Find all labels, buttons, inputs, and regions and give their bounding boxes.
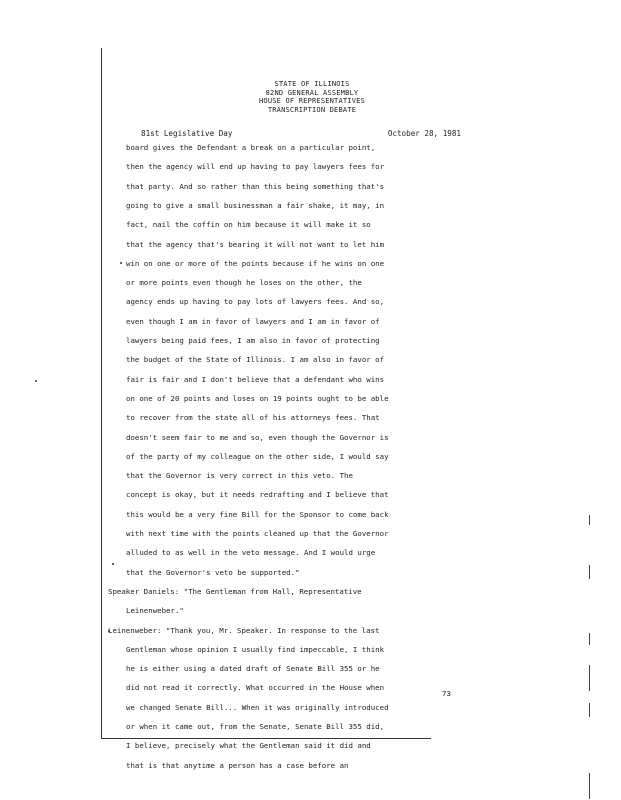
transcript-line: the budget of the State of Illinois. I am also in favor of	[126, 355, 385, 365]
legislative-day: 81st Legislative Day	[141, 129, 233, 138]
header-line: STATE OF ILLINOIS	[274, 80, 350, 88]
transcript-line: that the Governor's veto be supported."	[126, 567, 300, 577]
session-date: October 28, 1981	[387, 129, 461, 138]
transcript-line: Speaker Daniels: "The Gentleman from Hall, Representative	[108, 586, 362, 596]
header-line: 82ND GENERAL ASSEMBLY	[265, 88, 359, 97]
transcript-line: Leinenweber: "Thank you, Mr. Speaker. In response to the last	[108, 625, 380, 635]
transcript-line: he is either using a dated draft of Senate Bill 355 or he	[126, 664, 380, 674]
transcript-line: lawyers being paid fees, I am also in favor of protecting	[126, 336, 380, 345]
transcript-line: or when it came out, from the Senate, Senate Bill 355 did,	[126, 722, 385, 731]
transcript-line: that the agency that's bearing it will not want to let him	[126, 239, 385, 249]
transcript-line: with next time with the points cleaned up that the Governor	[126, 529, 389, 538]
bottom-rule	[101, 738, 431, 739]
transcript-line: fact, nail the coffin on him because it will make it so	[126, 220, 371, 230]
transcript-line: agency ends up having to pay lots of lawyers fees. And so,	[126, 297, 385, 307]
transcript-line: on one of 20 points and loses on 19 points ought to be able	[126, 393, 389, 403]
transcript-line: that is that anytime a person has a case before an	[126, 760, 349, 770]
transcript-line: I believe, precisely what the Gentleman said it did and	[126, 741, 371, 751]
header-line: HOUSE OF REPRESENTATIVES	[259, 97, 365, 106]
left-margin-rule	[101, 48, 102, 738]
transcript-line: that the Governor is very correct in this veto. The	[126, 471, 353, 481]
transcript-line: alluded to as well in the veto message. And I would urge	[126, 548, 376, 558]
transcript-line: concept is okay, but it needs redrafting and I believe that	[126, 490, 389, 500]
transcript-line: going to give a small businessman a fair shake, it may, in	[126, 200, 385, 210]
transcript-line: fair is fair and I don't believe that a defendant who wins	[126, 374, 385, 384]
transcript-line: win on one or more of the points because if he wins on one	[126, 258, 385, 268]
header-line: TRANSCRIPTION DEBATE	[267, 105, 357, 114]
transcript-line: even though I am in favor of lawyers and I am in favor of	[126, 316, 380, 326]
transcript-line: that party. And so rather than this being something that's	[126, 181, 385, 191]
dateline	[141, 129, 461, 138]
transcript-line: to recover from the state all of his attorneys fees. That	[126, 413, 380, 423]
transcript-line: or more points even though he loses on the other, the	[126, 278, 362, 288]
transcript-line: this would be a very fine Bill for the Sponsor to come back	[126, 509, 389, 519]
transcript-line: doesn't seem fair to me and so, even though the Governor is	[126, 432, 389, 442]
transcript-line: did not read it correctly. What occurred in the House when	[126, 683, 385, 693]
transcript-line: Gentleman whose opinion I usually find impeccable, I think	[126, 644, 385, 654]
transcript-line: board gives the Defendant a break on a particular point,	[126, 143, 376, 152]
document-header	[212, 80, 412, 114]
page-number: 73	[442, 689, 451, 698]
transcript-line: Leinenweber."	[126, 606, 184, 616]
transcript-line: then the agency will end up having to pay lawyers fees for	[126, 162, 385, 172]
transcript-line: of the party of my colleague on the other side, I would say	[126, 451, 389, 461]
transcript-line: we changed Senate Bill... When it was originally introduced	[126, 702, 389, 712]
